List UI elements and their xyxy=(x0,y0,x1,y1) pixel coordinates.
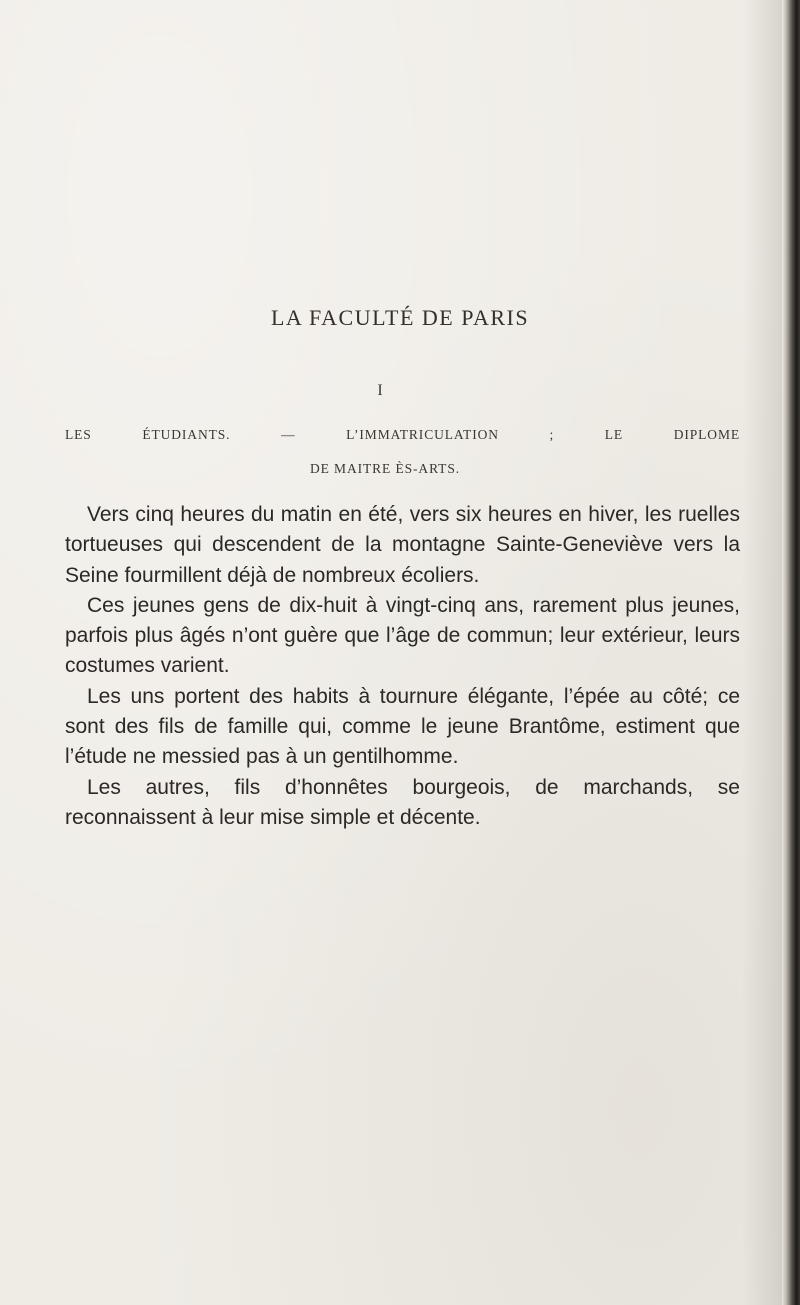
paragraph: Les uns portent des habits à tournure élégante, l’épée au côté; ce sont des fils de famille qui, comme le jeune Brantôme, estiment que l’étude ne messied pas à un gentilhomme. xyxy=(65,684,740,769)
paragraph: Ces jeunes gens de dix-huit à vingt-cinq ans, rarement plus jeunes, parfois plus âgés n’ont guère que l’âge de commun; leur extérieur, leurs costumes varient. xyxy=(65,593,740,678)
chapter-summary xyxy=(65,428,740,475)
chapter-title: LA FACULTÉ DE PARIS xyxy=(270,305,530,330)
chapter-number: I xyxy=(377,382,383,399)
paragraph: Les autres, fils d’honnêtes bourgeois, de marchands, se reconnaissent à leur mise simple et décente. xyxy=(65,775,740,829)
book-binding-edge xyxy=(782,0,800,1305)
body-text xyxy=(65,500,740,833)
summary-line-2: DE MAITRE ÈS-ARTS. xyxy=(309,460,460,476)
paragraph: Vers cinq heures du matin en été, vers six heures en hiver, les ruelles tortueuses qui descendent de la montagne Sainte-Geneviève vers la Seine fourmillent déjà de nombreux écoliers. xyxy=(65,503,740,587)
binding-shadow xyxy=(742,0,782,1305)
summary-line-1: LES ÉTUDIANTS. — L’IMMATRICULATION ; LE DIPLOME xyxy=(65,427,740,442)
